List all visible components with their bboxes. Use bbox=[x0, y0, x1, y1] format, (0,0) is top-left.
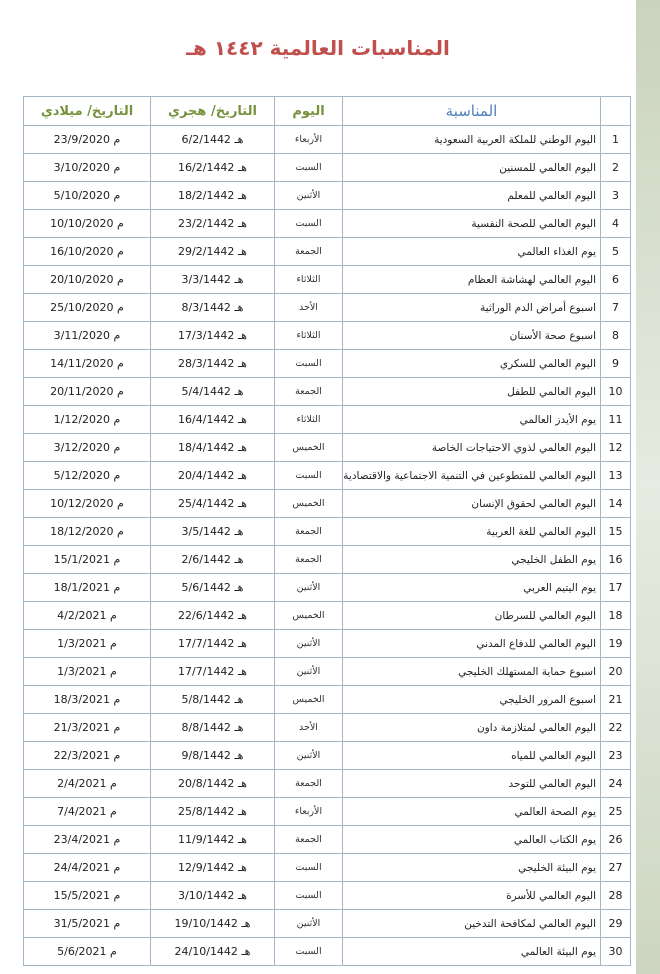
hijri-date-cell-text: 3/3/1442 هـ bbox=[181, 273, 244, 286]
gregorian-date-cell-text: 31/5/2021 م bbox=[53, 917, 121, 930]
hijri-date-cell-text: 19/10/1442 هـ bbox=[174, 917, 251, 930]
row-number: 17 bbox=[601, 574, 631, 602]
hijri-date-cell-text: 12/9/1442 هـ bbox=[178, 861, 247, 874]
day-cell: الأثنين bbox=[275, 658, 343, 686]
hijri-date-cell-text: 8/3/1442 هـ bbox=[181, 301, 244, 314]
hijri-date-cell bbox=[151, 210, 275, 238]
day-cell: السبت bbox=[275, 882, 343, 910]
gregorian-date-cell bbox=[24, 938, 151, 966]
day-cell: الخميس bbox=[275, 434, 343, 462]
hijri-date-cell-text: 18/4/1442 هـ bbox=[178, 441, 247, 454]
hijri-date-cell bbox=[151, 910, 275, 938]
gregorian-date-cell-text: 24/4/2021 م bbox=[53, 861, 121, 874]
hijri-date-cell bbox=[151, 826, 275, 854]
gregorian-date-cell-text: 15/1/2021 م bbox=[53, 553, 121, 566]
hijri-date-cell bbox=[151, 238, 275, 266]
day-cell: السبت bbox=[275, 854, 343, 882]
gregorian-date-cell bbox=[24, 686, 151, 714]
gregorian-date-cell-text: 22/3/2021 م bbox=[53, 749, 121, 762]
hijri-date-cell bbox=[151, 938, 275, 966]
table-row bbox=[24, 882, 631, 910]
day-cell: الثلاثاء bbox=[275, 406, 343, 434]
gregorian-date-cell-text: 4/2/2021 م bbox=[57, 609, 117, 622]
row-number: 18 bbox=[601, 602, 631, 630]
day-cell: الجمعة bbox=[275, 770, 343, 798]
hijri-date-cell-text: 17/3/1442 هـ bbox=[178, 329, 247, 342]
gregorian-date-cell-text: 3/10/2020 م bbox=[53, 161, 121, 174]
hijri-date-cell-text: 25/4/1442 هـ bbox=[178, 497, 247, 510]
table-row bbox=[24, 574, 631, 602]
hijri-date-cell-text: 20/8/1442 هـ bbox=[178, 777, 247, 790]
day-cell: الأربعاء bbox=[275, 126, 343, 154]
table-row bbox=[24, 322, 631, 350]
row-number: 25 bbox=[601, 798, 631, 826]
hijri-date-cell-text: 25/8/1442 هـ bbox=[178, 805, 247, 818]
day-cell: الأثنين bbox=[275, 742, 343, 770]
row-number: 11 bbox=[601, 406, 631, 434]
hijri-date-cell-text: 3/5/1442 هـ bbox=[181, 525, 244, 538]
occasion-cell: اسبوع صحة الأسنان bbox=[343, 322, 601, 350]
occasion-cell: اليوم العالمي للسكري bbox=[343, 350, 601, 378]
hijri-date-cell bbox=[151, 742, 275, 770]
page-title: المناسبات العالمية ١٤٤٢ هـ bbox=[186, 36, 450, 60]
occasion-cell: يوم اليتيم العربي bbox=[343, 574, 601, 602]
gregorian-date-cell-text: 7/4/2021 م bbox=[57, 805, 117, 818]
gregorian-date-cell bbox=[24, 602, 151, 630]
occasion-cell: اليوم العالمي لمكافحة التدخين bbox=[343, 910, 601, 938]
gregorian-date-cell-text: 5/10/2020 م bbox=[53, 189, 121, 202]
gregorian-date-cell-text: 3/12/2020 م bbox=[53, 441, 121, 454]
row-number: 16 bbox=[601, 546, 631, 574]
hijri-date-cell bbox=[151, 714, 275, 742]
hijri-date-cell bbox=[151, 462, 275, 490]
occasion-cell: اليوم العالمي للدفاع المدني bbox=[343, 630, 601, 658]
day-cell: الجمعة bbox=[275, 546, 343, 574]
day-cell: الثلاثاء bbox=[275, 322, 343, 350]
hijri-date-cell bbox=[151, 294, 275, 322]
gregorian-date-cell-text: 2/4/2021 م bbox=[57, 777, 117, 790]
row-number: 3 bbox=[601, 182, 631, 210]
hijri-date-cell bbox=[151, 350, 275, 378]
day-cell: السبت bbox=[275, 210, 343, 238]
gregorian-date-cell bbox=[24, 574, 151, 602]
hijri-date-cell bbox=[151, 854, 275, 882]
hijri-date-cell-text: 5/4/1442 هـ bbox=[181, 385, 244, 398]
row-number: 27 bbox=[601, 854, 631, 882]
hijri-date-cell-text: 8/8/1442 هـ bbox=[181, 721, 244, 734]
occasion-cell: اليوم العالمي للتوحد bbox=[343, 770, 601, 798]
row-number: 30 bbox=[601, 938, 631, 966]
table-row bbox=[24, 154, 631, 182]
gregorian-date-cell bbox=[24, 518, 151, 546]
day-cell: السبت bbox=[275, 938, 343, 966]
gregorian-date-cell bbox=[24, 910, 151, 938]
occasion-cell: يوم الغذاء العالمي bbox=[343, 238, 601, 266]
day-cell: الأثنين bbox=[275, 630, 343, 658]
day-cell: الأربعاء bbox=[275, 798, 343, 826]
table-row bbox=[24, 938, 631, 966]
gregorian-date-cell-text: 10/12/2020 م bbox=[50, 497, 124, 510]
occasion-cell: اسبوع المرور الخليجي bbox=[343, 686, 601, 714]
occasion-cell: اليوم العالمي للمسنين bbox=[343, 154, 601, 182]
occasion-cell: اليوم العالمي لذوي الاحتياجات الخاصة bbox=[343, 434, 601, 462]
row-number: 19 bbox=[601, 630, 631, 658]
occasion-cell: يوم الصحة العالمي bbox=[343, 798, 601, 826]
occasion-cell: اسبوع حماية المستهلك الخليجي bbox=[343, 658, 601, 686]
gregorian-date-cell bbox=[24, 266, 151, 294]
table-row bbox=[24, 434, 631, 462]
hijri-date-cell bbox=[151, 518, 275, 546]
gregorian-date-cell-text: 1/3/2021 م bbox=[57, 637, 117, 650]
day-cell: الأثنين bbox=[275, 182, 343, 210]
hijri-date-cell-text: 9/8/1442 هـ bbox=[181, 749, 244, 762]
row-number: 21 bbox=[601, 686, 631, 714]
gregorian-date-cell bbox=[24, 378, 151, 406]
table-row bbox=[24, 294, 631, 322]
header-occasion: المناسبة bbox=[343, 97, 601, 126]
table-row bbox=[24, 770, 631, 798]
occasion-cell: اليوم العالمي للأسرة bbox=[343, 882, 601, 910]
occasion-cell: اسبوع أمراض الدم الوراثية bbox=[343, 294, 601, 322]
hijri-date-cell bbox=[151, 798, 275, 826]
day-cell: الخميس bbox=[275, 686, 343, 714]
gregorian-date-cell bbox=[24, 154, 151, 182]
gregorian-date-cell bbox=[24, 434, 151, 462]
row-number: 10 bbox=[601, 378, 631, 406]
gregorian-date-cell-text: 18/3/2021 م bbox=[53, 693, 121, 706]
hijri-date-cell-text: 17/7/1442 هـ bbox=[178, 637, 247, 650]
table-row bbox=[24, 658, 631, 686]
header-day: اليوم bbox=[275, 97, 343, 126]
gregorian-date-cell-text: 20/11/2020 م bbox=[50, 385, 124, 398]
occasion-cell: اليوم العالمي للمتطوعين في التنمية الاجتماعية والاقتصادية bbox=[343, 462, 601, 490]
gregorian-date-cell bbox=[24, 490, 151, 518]
row-number: 12 bbox=[601, 434, 631, 462]
hijri-date-cell-text: 17/7/1442 هـ bbox=[178, 665, 247, 678]
gregorian-date-cell bbox=[24, 826, 151, 854]
hijri-date-cell bbox=[151, 322, 275, 350]
gregorian-date-cell bbox=[24, 742, 151, 770]
gregorian-date-cell-text: 15/5/2021 م bbox=[53, 889, 121, 902]
day-cell: الجمعة bbox=[275, 826, 343, 854]
occasion-cell: اليوم العالمي للصحة النفسية bbox=[343, 210, 601, 238]
hijri-date-cell-text: 16/4/1442 هـ bbox=[178, 413, 247, 426]
table-row bbox=[24, 378, 631, 406]
hijri-date-cell bbox=[151, 490, 275, 518]
hijri-date-cell-text: 11/9/1442 هـ bbox=[178, 833, 247, 846]
hijri-date-cell bbox=[151, 154, 275, 182]
occasion-cell: اليوم العالمي لمتلازمة داون bbox=[343, 714, 601, 742]
gregorian-date-cell-text: 14/11/2020 م bbox=[50, 357, 124, 370]
table-row bbox=[24, 490, 631, 518]
gregorian-date-cell-text: 23/9/2020 م bbox=[53, 133, 121, 146]
gregorian-date-cell-text: 20/10/2020 م bbox=[50, 273, 124, 286]
gregorian-date-cell bbox=[24, 322, 151, 350]
gregorian-date-cell bbox=[24, 210, 151, 238]
occasion-cell: يوم الطفل الخليجي bbox=[343, 546, 601, 574]
table-row bbox=[24, 126, 631, 154]
row-number: 5 bbox=[601, 238, 631, 266]
hijri-date-cell bbox=[151, 266, 275, 294]
hijri-date-cell-text: 28/3/1442 هـ bbox=[178, 357, 247, 370]
hijri-date-cell bbox=[151, 182, 275, 210]
gregorian-date-cell-text: 18/1/2021 م bbox=[53, 581, 121, 594]
table-row bbox=[24, 910, 631, 938]
gregorian-date-cell bbox=[24, 462, 151, 490]
day-cell: السبت bbox=[275, 350, 343, 378]
occasion-cell: اليوم العالمي للسرطان bbox=[343, 602, 601, 630]
row-number: 28 bbox=[601, 882, 631, 910]
occasion-cell: اليوم العالمي للمعلم bbox=[343, 182, 601, 210]
table-row bbox=[24, 602, 631, 630]
hijri-date-cell-text: 22/6/1442 هـ bbox=[178, 609, 247, 622]
gregorian-date-cell bbox=[24, 126, 151, 154]
hijri-date-cell-text: 3/10/1442 هـ bbox=[178, 889, 247, 902]
hijri-date-cell bbox=[151, 770, 275, 798]
row-number: 7 bbox=[601, 294, 631, 322]
row-number: 24 bbox=[601, 770, 631, 798]
row-number: 9 bbox=[601, 350, 631, 378]
day-cell: الأثنين bbox=[275, 574, 343, 602]
hijri-date-cell bbox=[151, 658, 275, 686]
day-cell: السبت bbox=[275, 154, 343, 182]
row-number: 14 bbox=[601, 490, 631, 518]
hijri-date-cell bbox=[151, 126, 275, 154]
gregorian-date-cell bbox=[24, 882, 151, 910]
table-row bbox=[24, 798, 631, 826]
day-cell: السبت bbox=[275, 462, 343, 490]
gregorian-date-cell bbox=[24, 770, 151, 798]
occasion-cell: اليوم العالمي للمياه bbox=[343, 742, 601, 770]
hijri-date-cell-text: 5/6/1442 هـ bbox=[181, 581, 244, 594]
hijri-date-cell bbox=[151, 686, 275, 714]
gregorian-date-cell-text: 16/10/2020 م bbox=[50, 245, 124, 258]
table-row bbox=[24, 518, 631, 546]
gregorian-date-cell bbox=[24, 798, 151, 826]
table-row bbox=[24, 742, 631, 770]
day-cell: الجمعة bbox=[275, 238, 343, 266]
gregorian-date-cell bbox=[24, 406, 151, 434]
table-row bbox=[24, 210, 631, 238]
gregorian-date-cell-text: 5/6/2021 م bbox=[57, 945, 117, 958]
day-cell: الثلاثاء bbox=[275, 266, 343, 294]
table-row bbox=[24, 238, 631, 266]
gregorian-date-cell bbox=[24, 294, 151, 322]
hijri-date-cell bbox=[151, 434, 275, 462]
occasion-cell: اليوم العالمي للطفل bbox=[343, 378, 601, 406]
background-decoration bbox=[636, 0, 660, 974]
hijri-date-cell bbox=[151, 378, 275, 406]
occasion-cell: اليوم العالمي للغة العربية bbox=[343, 518, 601, 546]
gregorian-date-cell bbox=[24, 714, 151, 742]
occasion-cell: اليوم الوطني للملكة العربية السعودية bbox=[343, 126, 601, 154]
header-gregorian-date: التاريخ/ ميلادي bbox=[24, 97, 151, 126]
day-cell: الأحد bbox=[275, 294, 343, 322]
gregorian-date-cell-text: 18/12/2020 م bbox=[50, 525, 124, 538]
table-row bbox=[24, 826, 631, 854]
hijri-date-cell bbox=[151, 602, 275, 630]
table-row bbox=[24, 462, 631, 490]
table-row bbox=[24, 266, 631, 294]
gregorian-date-cell bbox=[24, 238, 151, 266]
gregorian-date-cell-text: 23/4/2021 م bbox=[53, 833, 121, 846]
table-row bbox=[24, 714, 631, 742]
row-number: 15 bbox=[601, 518, 631, 546]
gregorian-date-cell bbox=[24, 658, 151, 686]
gregorian-date-cell bbox=[24, 350, 151, 378]
table-row bbox=[24, 546, 631, 574]
gregorian-date-cell bbox=[24, 546, 151, 574]
header-number bbox=[601, 97, 631, 126]
occasion-cell: اليوم العالمي لحقوق الإنسان bbox=[343, 490, 601, 518]
occasion-cell: يوم الكتاب العالمي bbox=[343, 826, 601, 854]
table-row bbox=[24, 182, 631, 210]
table-row bbox=[24, 686, 631, 714]
gregorian-date-cell-text: 5/12/2020 م bbox=[53, 469, 121, 482]
row-number: 29 bbox=[601, 910, 631, 938]
hijri-date-cell bbox=[151, 574, 275, 602]
hijri-date-cell-text: 24/10/1442 هـ bbox=[174, 945, 251, 958]
row-number: 13 bbox=[601, 462, 631, 490]
day-cell: الخميس bbox=[275, 602, 343, 630]
hijri-date-cell-text: 6/2/1442 هـ bbox=[181, 133, 244, 146]
day-cell: الجمعة bbox=[275, 518, 343, 546]
day-cell: الخميس bbox=[275, 490, 343, 518]
occasion-cell: يوم الأيدز العالمي bbox=[343, 406, 601, 434]
table-header-row bbox=[24, 97, 631, 126]
hijri-date-cell-text: 20/4/1442 هـ bbox=[178, 469, 247, 482]
hijri-date-cell-text: 29/2/1442 هـ bbox=[178, 245, 247, 258]
gregorian-date-cell-text: 10/10/2020 م bbox=[50, 217, 124, 230]
hijri-date-cell-text: 23/2/1442 هـ bbox=[178, 217, 247, 230]
occasion-cell: يوم البيئة الخليجي bbox=[343, 854, 601, 882]
day-cell: الأحد bbox=[275, 714, 343, 742]
day-cell: الأثنين bbox=[275, 910, 343, 938]
gregorian-date-cell bbox=[24, 854, 151, 882]
gregorian-date-cell-text: 1/12/2020 م bbox=[53, 413, 121, 426]
hijri-date-cell bbox=[151, 882, 275, 910]
gregorian-date-cell bbox=[24, 630, 151, 658]
gregorian-date-cell bbox=[24, 182, 151, 210]
row-number: 23 bbox=[601, 742, 631, 770]
hijri-date-cell-text: 18/2/1442 هـ bbox=[178, 189, 247, 202]
gregorian-date-cell-text: 3/11/2020 م bbox=[53, 329, 121, 342]
occasion-cell: يوم البيئة العالمي bbox=[343, 938, 601, 966]
hijri-date-cell bbox=[151, 546, 275, 574]
hijri-date-cell bbox=[151, 406, 275, 434]
day-cell: الجمعة bbox=[275, 378, 343, 406]
row-number: 26 bbox=[601, 826, 631, 854]
gregorian-date-cell-text: 25/10/2020 م bbox=[50, 301, 124, 314]
gregorian-date-cell-text: 1/3/2021 م bbox=[57, 665, 117, 678]
row-number: 1 bbox=[601, 126, 631, 154]
table-row bbox=[24, 350, 631, 378]
hijri-date-cell-text: 2/6/1442 هـ bbox=[181, 553, 244, 566]
table-row bbox=[24, 630, 631, 658]
row-number: 8 bbox=[601, 322, 631, 350]
hijri-date-cell-text: 16/2/1442 هـ bbox=[178, 161, 247, 174]
occasions-table bbox=[23, 96, 631, 966]
occasion-cell: اليوم العالمي لهشاشة العظام bbox=[343, 266, 601, 294]
hijri-date-cell-text: 5/8/1442 هـ bbox=[181, 693, 244, 706]
header-hijri-date: التاريخ/ هجري bbox=[151, 97, 275, 126]
gregorian-date-cell-text: 21/3/2021 م bbox=[53, 721, 121, 734]
row-number: 2 bbox=[601, 154, 631, 182]
table-row bbox=[24, 854, 631, 882]
table-row bbox=[24, 406, 631, 434]
row-number: 20 bbox=[601, 658, 631, 686]
row-number: 6 bbox=[601, 266, 631, 294]
row-number: 22 bbox=[601, 714, 631, 742]
hijri-date-cell bbox=[151, 630, 275, 658]
row-number: 4 bbox=[601, 210, 631, 238]
